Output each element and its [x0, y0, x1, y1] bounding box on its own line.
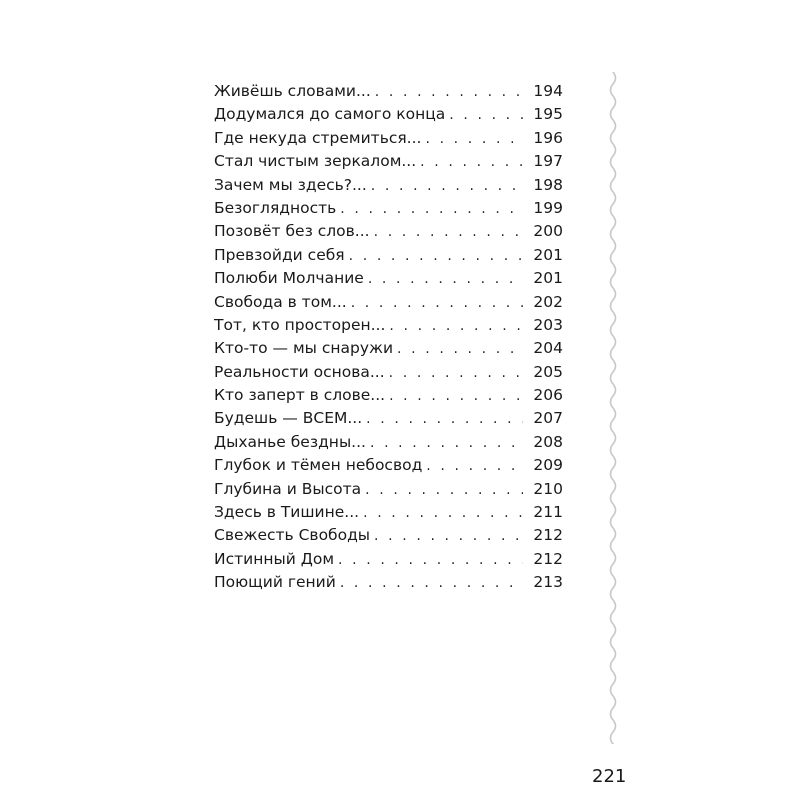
- dot-leader: [375, 81, 523, 104]
- dot-leader: [389, 385, 523, 408]
- toc-entry-page: 198: [533, 175, 563, 194]
- toc-entry-page: 203: [533, 315, 563, 334]
- toc-entry: [214, 524, 563, 547]
- toc-entry-title: Реальности основа...: [214, 362, 385, 381]
- toc-entry-page: 205: [533, 362, 563, 381]
- toc-entry-page: 212: [533, 549, 563, 568]
- toc-entry: [214, 431, 563, 454]
- toc-entry-page: 202: [533, 292, 563, 311]
- dot-leader: [370, 432, 523, 455]
- toc-entry: [214, 197, 563, 220]
- toc-entry: [214, 127, 563, 150]
- toc-entry: [214, 150, 563, 173]
- toc-entry: [214, 571, 563, 594]
- toc-entry-page: 212: [533, 526, 563, 545]
- toc-entry: [214, 291, 563, 314]
- toc-entry-page: 197: [533, 152, 563, 171]
- toc-entry-page: 199: [533, 198, 563, 217]
- toc-entry-page: 194: [533, 82, 563, 100]
- dot-leader: [389, 362, 523, 385]
- toc-entry: [214, 548, 563, 571]
- toc-entry-title: Додумался до самого конца: [214, 105, 446, 124]
- toc-entry-title: Кто заперт в слове...: [214, 386, 386, 405]
- toc-entry: [214, 361, 563, 384]
- toc-entry-page: 204: [533, 339, 563, 358]
- dot-leader: [349, 245, 523, 268]
- dot-leader: [366, 408, 523, 431]
- toc-entry: [214, 478, 563, 501]
- dot-leader: [340, 198, 523, 221]
- toc-entry-page: 201: [533, 269, 563, 288]
- toc-entry: [214, 337, 563, 360]
- toc-entry-page: 210: [533, 479, 563, 498]
- toc-entry-title: Здесь в Тишине...: [214, 503, 360, 522]
- toc-entry: [214, 103, 563, 126]
- toc-entry-title: Будешь — ВСЕМ...: [214, 409, 363, 428]
- toc-entry-page: 209: [533, 456, 563, 475]
- dot-leader: [363, 502, 523, 525]
- toc-entry-title: Безоглядность: [214, 198, 337, 217]
- toc-entry-title: Кто-то — мы снаружи: [214, 339, 394, 358]
- toc-entry-page: 213: [533, 573, 563, 592]
- toc-entry-title: Глубина и Высота: [214, 479, 362, 498]
- toc-entry-title: Полюби Молчание: [214, 269, 364, 288]
- toc-entry-title: Где некуда стремиться...: [214, 128, 422, 147]
- toc-entry: [214, 174, 563, 197]
- toc-entry-title: Зачем мы здесь?...: [214, 175, 367, 194]
- toc-entry-title: Позовёт без слов...: [214, 222, 370, 241]
- toc-entry-title: Живёшь словами...: [214, 82, 371, 100]
- toc-entry-title: Превзойди себя: [214, 245, 345, 264]
- toc-entry-page: 206: [533, 386, 563, 405]
- toc-entry-page: 201: [533, 245, 563, 264]
- dot-leader: [426, 455, 523, 478]
- dot-leader: [351, 292, 523, 315]
- toc-entry-title: Поющий гений: [214, 573, 336, 592]
- table-of-contents: [214, 80, 563, 595]
- dot-leader: [397, 338, 523, 361]
- toc-entry-title: Дыханье бездны...: [214, 432, 366, 451]
- toc-entry-title: Глубок и тёмен небосвод: [214, 456, 423, 475]
- toc-entry: [214, 220, 563, 243]
- dot-leader: [389, 315, 523, 338]
- toc-entry-page: 211: [533, 503, 563, 522]
- page-number: 221: [592, 766, 627, 787]
- toc-entry: [214, 80, 563, 103]
- toc-entry: [214, 314, 563, 337]
- dot-leader: [365, 479, 523, 502]
- dot-leader: [340, 572, 523, 595]
- dot-leader: [368, 268, 523, 291]
- toc-entry-title: Истинный Дом: [214, 549, 335, 568]
- toc-entry-page: 195: [533, 105, 563, 124]
- toc-entry-page: 200: [533, 222, 563, 241]
- toc-entry-page: 208: [533, 432, 563, 451]
- toc-entry-page: 196: [533, 128, 563, 147]
- toc-entry-title: Стал чистым зеркалом...: [214, 152, 417, 171]
- dot-leader: [420, 151, 523, 174]
- toc-entry: [214, 267, 563, 290]
- dot-leader: [371, 175, 523, 198]
- toc-entry: [214, 501, 563, 524]
- dot-leader: [338, 549, 523, 572]
- dot-leader: [374, 525, 523, 548]
- toc-entry-page: 207: [533, 409, 563, 428]
- toc-entry: [214, 384, 563, 407]
- toc-entry: [214, 244, 563, 267]
- toc-entry-title: Свежесть Свободы: [214, 526, 371, 545]
- toc-entry-title: Свобода в том...: [214, 292, 347, 311]
- toc-entry: [214, 407, 563, 430]
- dot-leader: [425, 128, 523, 151]
- dot-leader: [449, 104, 523, 127]
- dot-leader: [374, 221, 523, 244]
- toc-entry-title: Тот, кто просторен...: [214, 315, 386, 334]
- toc-entry: [214, 454, 563, 477]
- wavy-page-edge-ornament: [603, 72, 623, 744]
